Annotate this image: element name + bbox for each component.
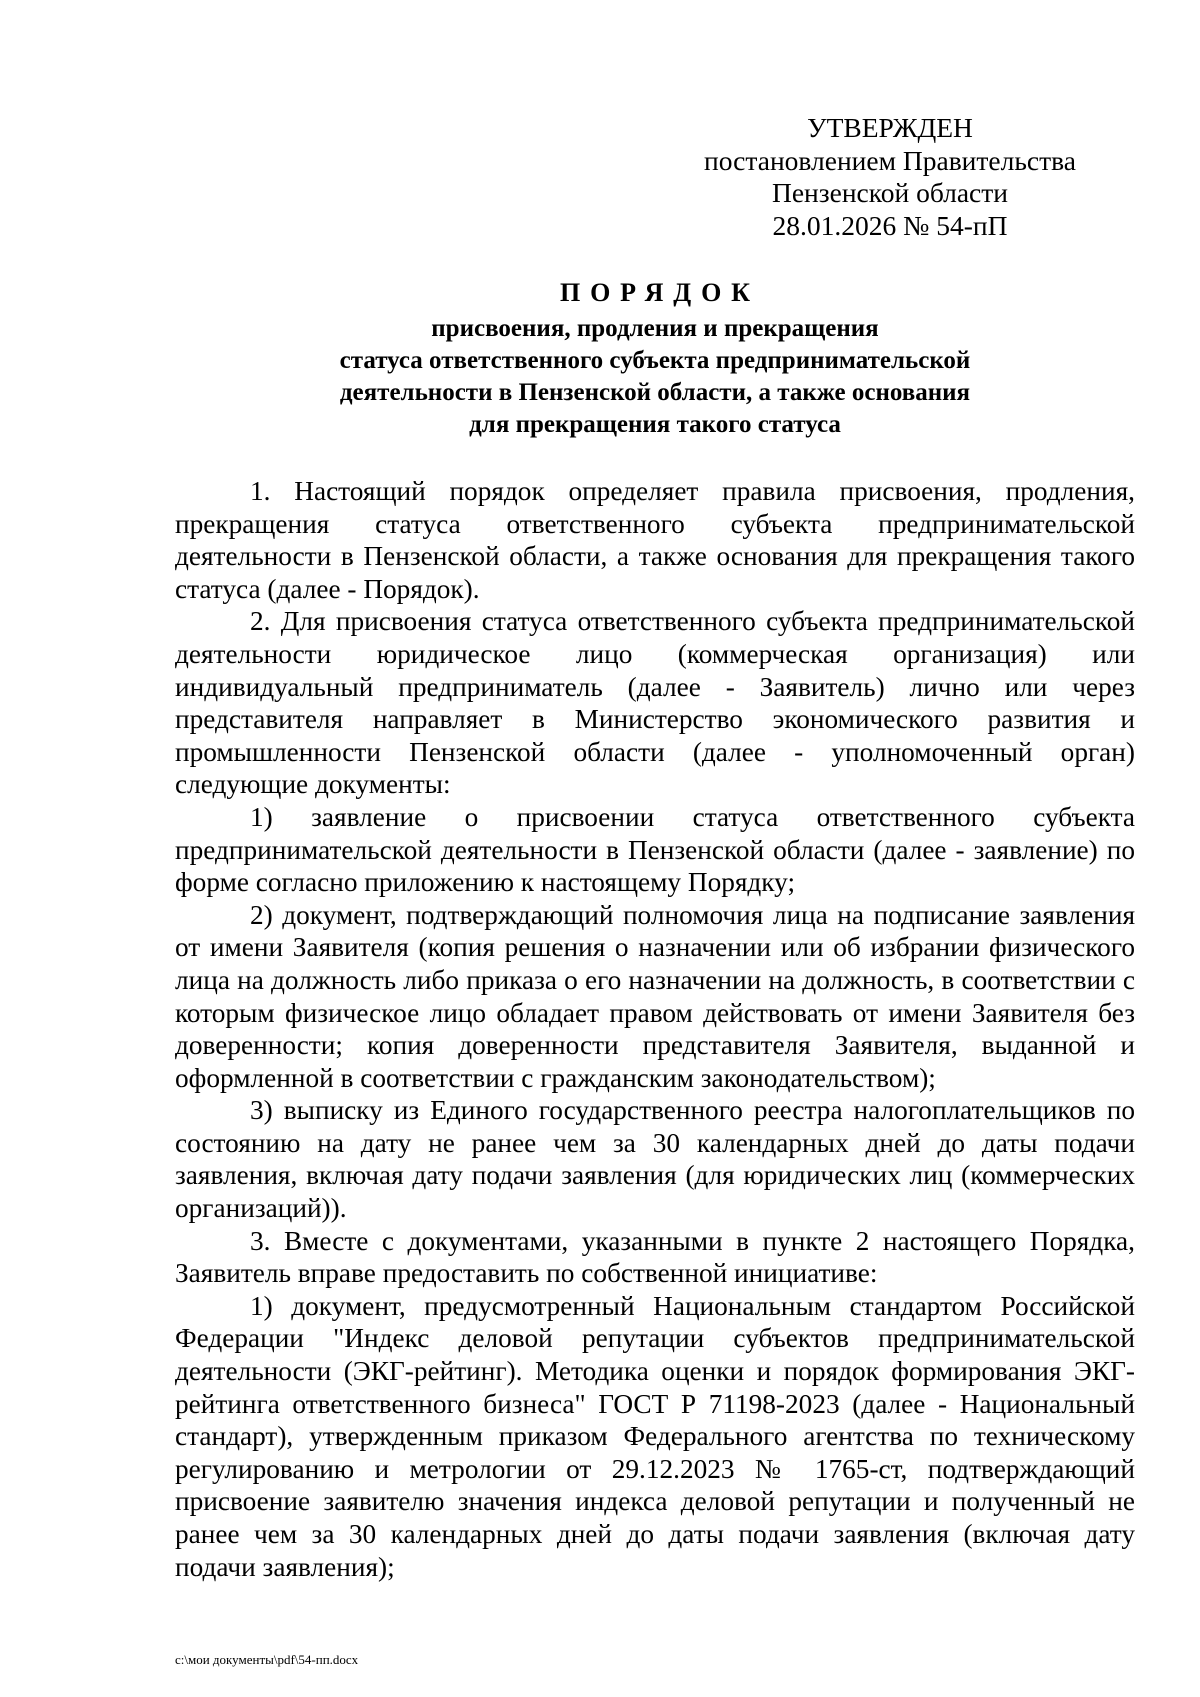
title-line-4: для прекращения такого статуса — [469, 411, 841, 438]
file-path-footer: c:\мои документы\pdf\54-пп.docx — [175, 1652, 359, 1667]
title-line-1: присвоения, продления и прекращения — [431, 315, 879, 342]
title-heading: ПОРЯДОК — [559, 278, 760, 307]
approval-stamp — [700, 112, 1080, 242]
approval-line-3: Пензенской области — [771, 177, 1008, 208]
document-title — [176, 273, 1134, 441]
paragraph-3-item-1: 1) документ, предусмотренный Национальным стандартом Российской Федерации "Индекс деловой репутации субъектов предпринимательской деятельности (ЭКГ-рейтинг). Методика оценки и порядок формирования ЭКГ-рейтинга ответственного бизнеса" ГОСТ Р 71198-2023 (далее - Национальный стандарт), утвержденным приказом Федерального агентства по техническому регулированию и метрологии от 29.12.2023 № 1765-ст, подтверждающий присвоение заявителю значения индекса деловой репутации и полученный не ранее чем за 30 календарных дней до даты подачи заявления (включая дату подачи заявления); — [175, 1290, 1135, 1582]
approval-line-1: УТВЕРЖДЕН — [807, 112, 973, 143]
approval-line-2: постановлением Правительства — [704, 144, 1076, 176]
document-body — [175, 475, 1135, 1583]
paragraph-3: 3. Вместе с документами, указанными в пункте 2 настоящего Порядка, Заявитель вправе предоставить по собственной инициативе: — [175, 1225, 1135, 1289]
approval-date-number: 28.01.2026 № 54-пП — [772, 209, 1008, 241]
paragraph-2-item-2: 2) документ, подтверждающий полномочия лица на подписание заявления от имени Заявителя (копия решения о назначении или об избрании физического лица на должность либо приказа о его назначении на должность, в соответствии с которым физическое лицо обладает правом действовать от имени Заявителя без доверенности; копия доверенности представителя Заявителя, выданной и оформленной в соответствии с гражданским законодательством); — [175, 899, 1135, 1093]
paragraph-2: 2. Для присвоения статуса ответственного субъекта предпринимательской деятельности юридическое лицо (коммерческая организация) или индивидуальный предприниматель (далее - Заявитель) лично или через представителя направляет в Министерство экономического развития и промышленности Пензенской области (далее - уполномоченный орган) следующие документы: — [175, 606, 1135, 800]
title-line-3: деятельности в Пензенской области, а также основания — [339, 379, 971, 406]
paragraph-2-item-1: 1) заявление о присвоении статуса ответственного субъекта предпринимательской деятельности в Пензенской области (далее - заявление) по форме согласно приложению к настоящему Порядку; — [175, 801, 1135, 898]
title-line-2: статуса ответственного субъекта предпринимательской — [339, 347, 971, 374]
paragraph-1: 1. Настоящий порядок определяет правила присвоения, продления, прекращения статуса ответственного субъекта предпринимательской деятельности в Пензенской области, а также основания для прекращения такого статуса (далее - Порядок). — [175, 476, 1135, 604]
paragraph-2-item-3: 3) выписку из Единого государственного реестра налогоплательщиков по состоянию на дату не ранее чем за 30 календарных дней до даты подачи заявления, включая дату подачи заявления (для юридических лиц (коммерческих организаций)). — [175, 1095, 1135, 1224]
